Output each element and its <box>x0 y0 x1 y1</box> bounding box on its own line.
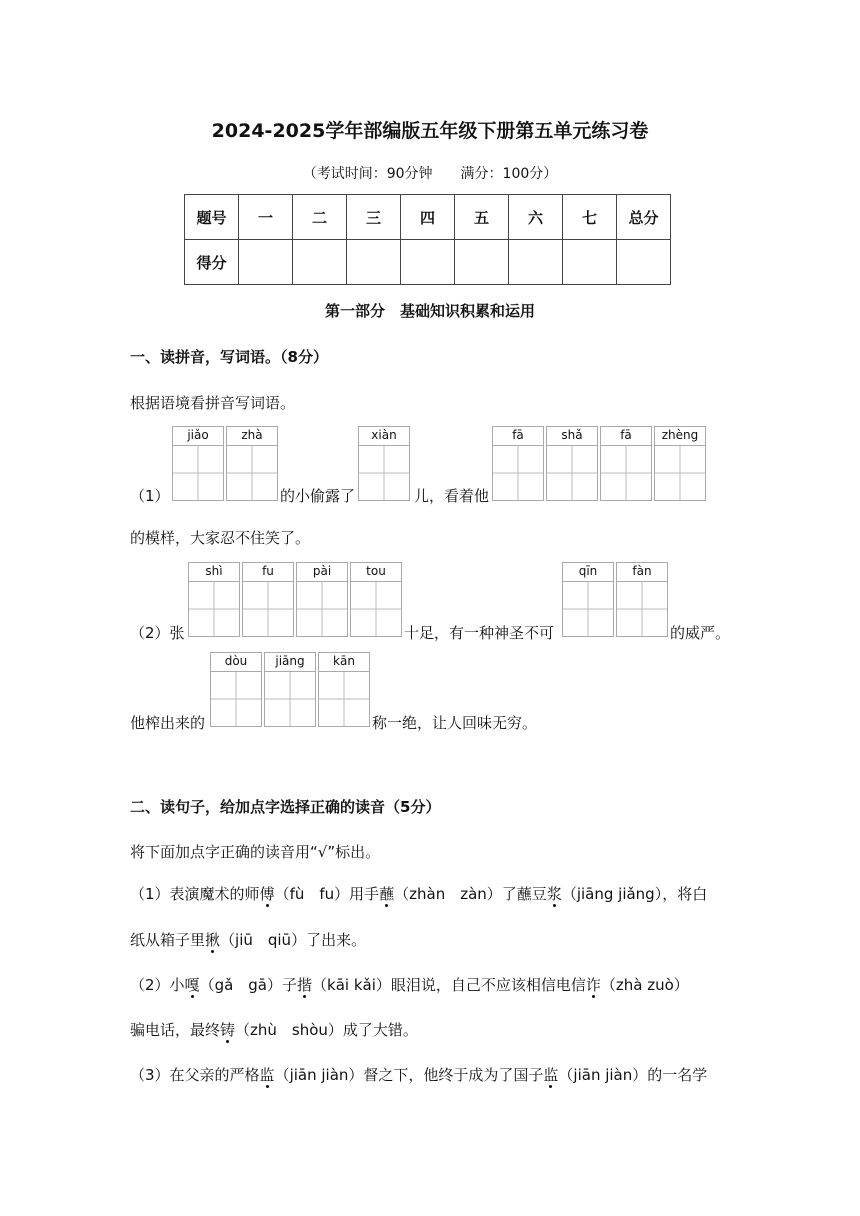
char-cell[interactable] <box>318 652 370 727</box>
score-input-cell[interactable] <box>509 240 563 285</box>
score-cell: 二 <box>293 195 347 240</box>
pinyin-choice[interactable]: （gǎ gā）子 <box>199 976 297 994</box>
char-cell[interactable] <box>242 562 294 637</box>
q2-number: （2）张 <box>130 624 185 642</box>
page-title: 2024-2025学年部编版五年级下册第五单元练习卷 <box>211 120 649 142</box>
score-table <box>184 194 671 285</box>
pinyin: jiāng <box>265 653 315 672</box>
sentence-1 <box>130 883 707 904</box>
dotted-char: 傅 <box>259 885 275 903</box>
pinyin-choice[interactable]: （jiān jiàn）的一名学 <box>558 1066 708 1084</box>
writing-box[interactable] <box>351 582 401 636</box>
dotted-char: 监 <box>543 1066 559 1084</box>
dotted-char: 蘸 <box>379 885 395 903</box>
sentence-1-cont <box>130 929 366 950</box>
writing-box[interactable] <box>227 446 277 500</box>
writing-box[interactable] <box>243 582 293 636</box>
char-cell[interactable] <box>562 562 614 637</box>
pinyin-choice[interactable]: （jiān jiàn）督之下，他终于成为了国子 <box>274 1066 544 1084</box>
writing-box[interactable] <box>601 446 651 500</box>
writing-box[interactable] <box>173 446 223 500</box>
dotted-char: 监 <box>259 1066 275 1084</box>
pinyin: shì <box>189 563 239 582</box>
part-one-title: 第一部分 基础知识积累和运用 <box>324 302 535 320</box>
score-input-cell[interactable] <box>455 240 509 285</box>
writing-box[interactable] <box>265 672 315 726</box>
pinyin-choice[interactable]: （zhàn zàn）了蘸豆 <box>394 885 547 903</box>
sentence-2-cont <box>130 1019 418 1040</box>
sentence-text: 骗电话，最终 <box>130 1021 221 1039</box>
dotted-char: 诈 <box>585 976 601 994</box>
pinyin-choice[interactable]: （jiū qiū）了出来。 <box>220 931 367 949</box>
writing-box[interactable] <box>211 672 261 726</box>
pinyin: fā <box>493 427 543 446</box>
pinyin: fā <box>601 427 651 446</box>
q2-grid-2[interactable] <box>562 562 668 637</box>
section-1-heading: 一、读拼音，写词语。（8分） <box>130 348 328 366</box>
dotted-char: 揩 <box>297 976 313 994</box>
section-2-instruction: 将下面加点字正确的读音用“√”标出。 <box>130 843 381 861</box>
q1-number: （1） <box>130 487 170 505</box>
writing-box[interactable] <box>617 582 667 636</box>
q1-text-1: 的小偷露了 <box>280 487 356 505</box>
section-1-instruction: 根据语境看拼音写词语。 <box>130 394 296 412</box>
writing-box[interactable] <box>493 446 543 500</box>
pinyin-choice[interactable]: （fù fu）用手 <box>274 885 380 903</box>
char-cell[interactable] <box>210 652 262 727</box>
writing-box[interactable] <box>189 582 239 636</box>
dotted-char: 揪 <box>205 931 221 949</box>
char-cell[interactable] <box>226 426 278 501</box>
writing-box[interactable] <box>563 582 613 636</box>
char-cell[interactable] <box>546 426 598 501</box>
score-cell: 总分 <box>617 195 671 240</box>
score-input-cell[interactable] <box>401 240 455 285</box>
q1-grid-1[interactable] <box>172 426 278 501</box>
score-input-cell[interactable] <box>239 240 293 285</box>
pinyin: shǎ <box>547 427 597 446</box>
sentence-text: （2）小 <box>130 976 185 994</box>
score-table-header-row <box>185 195 671 240</box>
writing-box[interactable] <box>297 582 347 636</box>
score-row-label: 得分 <box>185 240 239 285</box>
writing-box[interactable] <box>359 446 409 500</box>
section-2-heading: 二、读句子，给加点字选择正确的读音（5分） <box>130 798 441 816</box>
char-cell[interactable] <box>358 426 410 501</box>
char-cell[interactable] <box>296 562 348 637</box>
char-cell[interactable] <box>350 562 402 637</box>
q2-grid-1[interactable] <box>188 562 402 637</box>
q1-text-2: 儿，看着他 <box>414 487 490 505</box>
score-input-cell[interactable] <box>347 240 401 285</box>
char-cell[interactable] <box>600 426 652 501</box>
sentence-text: （1）表演魔术的师 <box>130 885 260 903</box>
dotted-char: 铸 <box>220 1021 236 1039</box>
q2-text-4: 称一绝，让人回味无穷。 <box>372 714 538 732</box>
pinyin: jiǎo <box>173 427 223 446</box>
q1-text-3: 的模样，大家忍不住笑了。 <box>130 529 311 547</box>
q1-grid-3[interactable] <box>492 426 706 501</box>
pinyin: zhèng <box>655 427 705 446</box>
char-cell[interactable] <box>172 426 224 501</box>
score-input-cell[interactable] <box>293 240 347 285</box>
score-cell: 四 <box>401 195 455 240</box>
pinyin: fu <box>243 563 293 582</box>
char-cell[interactable] <box>188 562 240 637</box>
score-cell: 七 <box>563 195 617 240</box>
score-cell: 三 <box>347 195 401 240</box>
exam-info: （考试时间：90分钟 满分：100分） <box>302 166 558 182</box>
pinyin: dòu <box>211 653 261 672</box>
q2-text-1: 十足，有一种神圣不可 <box>404 624 555 642</box>
pinyin: zhà <box>227 427 277 446</box>
q2-text-2: 的威严。 <box>670 624 731 642</box>
char-cell[interactable] <box>616 562 668 637</box>
pinyin-choice[interactable]: （kāi kǎi）眼泪说，自己不应该相信电信 <box>312 976 586 994</box>
score-cell: 六 <box>509 195 563 240</box>
score-table-score-row <box>185 240 671 285</box>
score-cell: 一 <box>239 195 293 240</box>
writing-box[interactable] <box>655 446 705 500</box>
score-input-cell[interactable] <box>617 240 671 285</box>
score-cell: 五 <box>455 195 509 240</box>
pinyin: pài <box>297 563 347 582</box>
dotted-char: 嘎 <box>184 976 200 994</box>
q2-text-3: 他榨出来的 <box>130 714 206 732</box>
pinyin: kān <box>319 653 369 672</box>
pinyin: tou <box>351 563 401 582</box>
pinyin-choice[interactable]: （jiāng jiǎng），将白 <box>561 885 708 903</box>
pinyin: qīn <box>563 563 613 582</box>
sentence-text: 纸从箱子里 <box>130 931 206 949</box>
writing-box[interactable] <box>547 446 597 500</box>
pinyin-choice[interactable]: （zhù shòu）成了大错。 <box>235 1021 418 1039</box>
sentence-3 <box>130 1064 707 1085</box>
sentence-2 <box>130 974 689 995</box>
char-cell[interactable] <box>492 426 544 501</box>
pinyin: xiàn <box>359 427 409 446</box>
pinyin-choice[interactable]: （zhà zuò） <box>600 976 689 994</box>
sentence-text: （3）在父亲的严格 <box>130 1066 260 1084</box>
q1-grid-2[interactable] <box>358 426 410 501</box>
dotted-char: 浆 <box>546 885 562 903</box>
score-cell: 题号 <box>185 195 239 240</box>
char-cell[interactable] <box>654 426 706 501</box>
pinyin: fàn <box>617 563 667 582</box>
score-input-cell[interactable] <box>563 240 617 285</box>
q2-grid-3[interactable] <box>210 652 370 727</box>
char-cell[interactable] <box>264 652 316 727</box>
writing-box[interactable] <box>319 672 369 726</box>
